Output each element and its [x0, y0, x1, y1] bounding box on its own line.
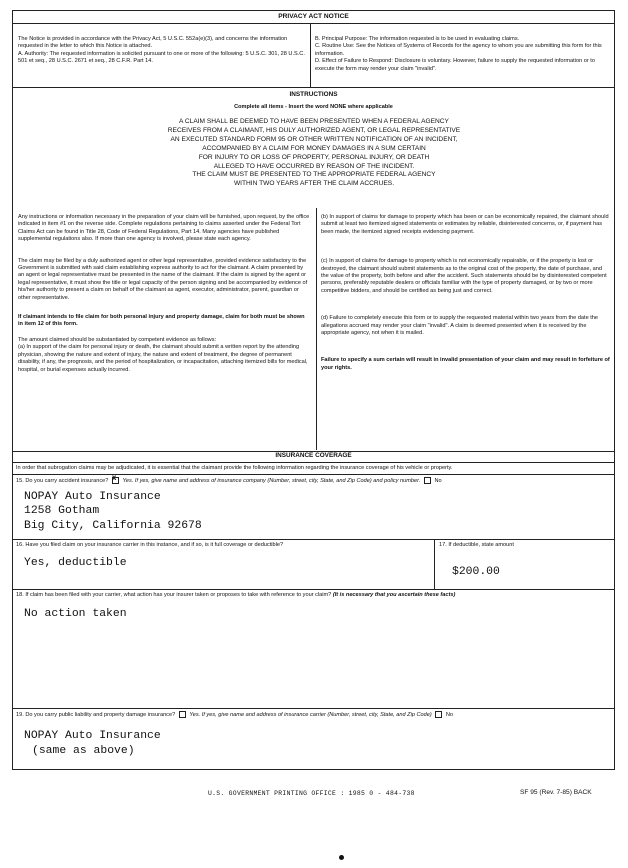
q15-yes-label: Yes. If yes, give name and address of insurance company (Number, street, city, State, and Zip Code) and policy number. [122, 477, 421, 484]
q15-label: 15. Do you carry accident insurance? [16, 477, 109, 484]
divider [316, 208, 317, 450]
q17-answer: $200.00 [452, 566, 500, 578]
divider [310, 23, 311, 87]
privacy-authority: A. Authority: The requested information is solicited pursuant to one or more of the following: 5 U.S.C. 301, 28 U.S.C. 501 et seq., 28 U.S.C. 2671 et seq., 28 C.F.R. Part 14. [18, 50, 305, 65]
q19-yes-label: Yes. If yes, give name and address of insurance carrier (Number, street, city, State, and Zip Code) [189, 711, 432, 718]
insurance-intro: In order that subrogation claims may be adjudicated, it is essential that the claimant provide the following information regarding the insurance coverage of his vehicle or property. [16, 465, 453, 471]
instructions-right [321, 214, 611, 372]
q15-no-checkbox[interactable] [424, 477, 431, 484]
q15-yes-checkbox[interactable]: x [112, 477, 119, 484]
q18-note: (It is necessary that you ascertain these facts) [332, 592, 456, 598]
divider [12, 539, 615, 540]
privacy-purpose: B. Principal Purpose: The information requested is to be used in evaluating claims. [315, 36, 520, 42]
instruction-para: Failure to specify a sum certain will result in invalid presentation of your claim and may result in forfeiture of your rights. [321, 357, 610, 371]
q15-row [16, 473, 612, 485]
claim-statement [100, 118, 528, 189]
instruction-para: (c) In support of claims for damage to property which is not economically repairable, or if the property is lost or destroyed, the claimant should submit statements as to the original cost of the property, the date of purchase, and the value of the property, both before and after the accident. Such statements should be by disinterested competent persons, preferably reputable dealers or officials familiar with the type of property damaged, or by two or more competitive bidders, and should be certified as being just and correct. [321, 258, 607, 294]
q18-answer: No action taken [24, 608, 127, 620]
claim-line: THE CLAIM MUST BE PRESENTED TO THE APPROPRIATE FEDERAL AGENCY [192, 171, 436, 179]
claim-line: AN EXECUTED STANDARD FORM 95 OR OTHER WRITTEN NOTIFICATION OF AN INCIDENT, [170, 135, 458, 143]
q15-answer [24, 490, 202, 533]
q15-no-label: No [434, 477, 442, 484]
instruction-para: (b) In support of claims for damage to property which has been or can be economically repaired, the claimant should submit at least two itemized signed statements or estimates by reliable, disinterested concerns, or, if payment has been made, the itemized signed receipts evidencing payment. [321, 214, 609, 235]
privacy-heading: PRIVACY ACT NOTICE [278, 13, 349, 20]
bullet-mark [339, 855, 344, 860]
q19-no-checkbox[interactable] [435, 711, 442, 718]
q19-label: 19. Do you carry public liability and property damage insurance? [16, 711, 176, 718]
instruction-para: (a) In support of the claim for personal injury or death, the claimant should submit a written report by the attending physician, showing the nature and extent of injury, the nature and extent of treatment, the degree of permanent disability, if any, the prognosis, and the period of hospitalization, or incapacitation, attaching itemized bills for medical, hospital, or burial expenses actually incurred. [18, 344, 308, 373]
q19-answer [24, 729, 161, 759]
form-number: SF 95 (Rev. 7-85) BACK [520, 789, 592, 796]
divider [12, 462, 615, 463]
claim-line: ACCOMPANIED BY A CLAIM FOR MONEY DAMAGES IN A SUM CERTAIN [202, 144, 426, 152]
insurer-street: 1258 Gotham [24, 505, 100, 518]
instructions-subheading: Complete all items - Insert the word NONE where applicable [234, 104, 393, 110]
q19-no-label: No [445, 711, 454, 718]
instruction-para: Any instructions or information necessary in the preparation of your claim will be furnished, upon request, by the office indicated in item #1 on the reverse side. Complete regulations pertaining to claims asserted under the Federal Tort Claims Act can be found in Title 28, Code of Federal Regulations, Part 14. Many agencies have published supplemental regulations also. If more than one agency is involved, please state each agency. [18, 214, 310, 243]
privacy-right [315, 36, 611, 73]
privacy-notice-text: The Notice is provided in accordance with the Privacy Act, 5 U.S.C. 552a(e)(3), and concerns the information requested in the letter to which this Notice is attached. [18, 36, 288, 50]
carrier-note: (same as above) [32, 745, 135, 757]
carrier-name: NOPAY Auto Insurance [24, 730, 161, 742]
instruction-para: If claimant intends to file claim for both personal injury and property damage, claim for both must be shown in item 12 of this form. [18, 314, 305, 328]
q19-yes-checkbox[interactable] [179, 711, 186, 718]
claim-line: A CLAIM SHALL BE DEEMED TO HAVE BEEN PRESENTED WHEN A FEDERAL AGENCY [179, 118, 449, 125]
instruction-para: The claim may be filed by a duly authorized agent or other legal representative, provided evidence satisfactory to the Government is submitted with said claim establishing express authority to act for the claimant. A claim presented by an agent or legal representative must be presented in the name of the claimant. If the claim is signed by the agent or legal representative, it must show the title or legal capacity of the person signing and be accompanied by evidence of his/her authority to present a claim on behalf of the claimant as agent, executor, administrator, parent, guardian or other representative. [18, 257, 308, 301]
privacy-left [18, 36, 306, 66]
printing-office: U.S. GOVERNMENT PRINTING OFFICE : 1985 0 - 484-738 [208, 790, 415, 797]
privacy-routine-use: C. Routine Use: See the Notices of Systems of Records for the agency to whom you are submitting this form for this information. [315, 43, 602, 57]
divider [12, 23, 615, 24]
insurer-city: Big City, California 92678 [24, 519, 202, 532]
q18-label: 18. If claim has been filed with your carrier, what action has your insurer taken or proposes to take with reference to your claim? [16, 592, 332, 598]
instruction-para: The amount claimed should be substantiated by competent evidence as follows: [18, 336, 217, 343]
q16-answer: Yes, deductible [24, 557, 127, 569]
instruction-para: (d) Failure to completely execute this form or to supply the requested material within two years from the date the allegations accrued may render your claim "invalid". A claim is deemed presented when it is received by the appropriate agency, not when it is mailed. [321, 315, 599, 337]
q18-row [16, 592, 612, 599]
q19-row [16, 711, 612, 719]
divider [12, 708, 615, 709]
claim-line: RECEIVES FROM A CLAIMANT, HIS DULY AUTHORIZED AGENT, OR LEGAL REPRESENTATIVE [167, 126, 461, 134]
divider [12, 589, 615, 590]
instructions-left [18, 214, 310, 374]
instructions-heading: INSTRUCTIONS [289, 91, 338, 98]
insurance-heading: INSURANCE COVERAGE [275, 452, 352, 459]
claim-line: FOR INJURY TO OR LOSS OF PROPERTY, PERSONAL INJURY, OR DEATH [198, 153, 430, 161]
claim-line: ALLEGED TO HAVE OCCURRED BY REASON OF THE INCIDENT. [213, 162, 415, 170]
divider [434, 539, 435, 589]
divider [12, 474, 615, 475]
q17-label: 17. If deductible, state amount [439, 542, 514, 548]
privacy-effect: D. Effect of Failure to Respond: Disclosure is voluntary. However, failure to supply the requested information or to execute the form may render your claim "invalid". [315, 58, 595, 72]
q16-label: 16. Have you filed claim on your insurance carrier in this instance, and if so, is it full coverage or deductible? [16, 542, 284, 548]
divider [12, 87, 615, 88]
claim-line: WITHIN TWO YEARS AFTER THE CLAIM ACCRUES. [233, 180, 395, 188]
insurer-name: NOPAY Auto Insurance [24, 491, 161, 503]
